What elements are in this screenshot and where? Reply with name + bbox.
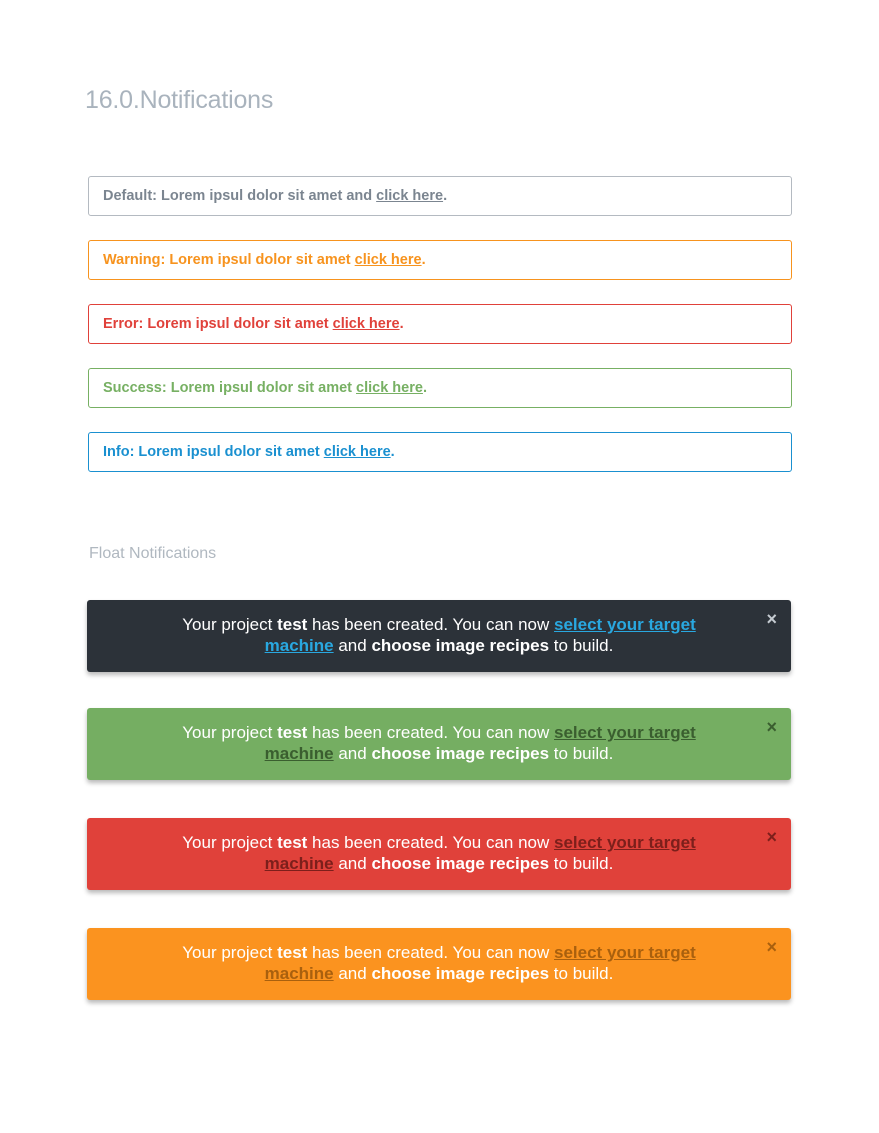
select-target-machine-link[interactable]: select your target machine [264, 943, 696, 983]
close-icon[interactable]: × [766, 827, 777, 847]
message-text: has been created. You can now [307, 943, 555, 962]
select-target-machine-link[interactable]: select your target machine [264, 615, 696, 655]
alert-link[interactable]: click here [323, 444, 391, 460]
alert-list [88, 176, 792, 496]
alert-label: Default [103, 188, 153, 204]
close-icon[interactable]: × [766, 609, 777, 629]
alert-text: : Lorem ipsul dolor sit amet and [152, 188, 377, 204]
alert-text: : Lorem ipsul dolor sit amet [138, 316, 333, 332]
message-text: Your project [182, 615, 278, 634]
message-text: and [333, 854, 372, 873]
alert-label: Info [103, 444, 130, 460]
float-notification-orange [87, 928, 791, 1000]
alert-link[interactable]: click here [376, 188, 444, 204]
message-text: to build. [549, 854, 614, 873]
alert-label: Warning [103, 252, 161, 268]
select-target-machine-link[interactable]: select your target machine [264, 833, 696, 873]
alert-text: : Lorem ipsul dolor sit amet [129, 444, 324, 460]
alert-text: : Lorem ipsul dolor sit amet [160, 252, 355, 268]
alert-label: Success [103, 380, 162, 396]
alert-link[interactable]: click here [354, 252, 422, 268]
message-text: to build. [549, 964, 614, 983]
message-text: Your project [182, 943, 278, 962]
message-text: and [333, 964, 372, 983]
choose-recipes-text: choose image recipes [371, 964, 550, 983]
float-notification-dark [87, 600, 791, 672]
message-text: to build. [549, 744, 614, 763]
message-text: Your project [182, 833, 278, 852]
alert-info [88, 432, 792, 472]
close-icon[interactable]: × [766, 717, 777, 737]
message-text: Your project [182, 723, 278, 742]
alert-text: : Lorem ipsul dolor sit amet [161, 380, 357, 396]
alert-end: . [390, 444, 395, 460]
alert-end: . [443, 188, 448, 204]
message-text: to build. [549, 636, 614, 655]
alert-success [88, 368, 792, 408]
alert-link[interactable]: click here [356, 380, 423, 396]
choose-recipes-text: choose image recipes [371, 744, 550, 763]
message-text: and [333, 744, 372, 763]
choose-recipes-text: choose image recipes [371, 636, 550, 655]
close-icon[interactable]: × [766, 937, 777, 957]
float-notification-list [87, 600, 791, 1000]
project-name: test [277, 615, 308, 634]
page-title: 16.0.Notifications [85, 86, 274, 114]
message-text: has been created. You can now [307, 833, 555, 852]
project-name: test [277, 833, 308, 852]
project-name: test [277, 943, 308, 962]
select-target-machine-link[interactable]: select your target machine [264, 723, 696, 763]
float-notification-red [87, 818, 791, 890]
alert-link[interactable]: click here [332, 316, 400, 332]
project-name: test [277, 723, 308, 742]
float-notification-green [87, 708, 791, 780]
alert-warning [88, 240, 792, 280]
choose-recipes-text: choose image recipes [371, 854, 550, 873]
message-text: has been created. You can now [307, 723, 555, 742]
alert-end: . [421, 252, 426, 268]
alert-error [88, 304, 792, 344]
alert-end: . [399, 316, 404, 332]
alert-end: . [422, 380, 427, 396]
section-title-float-notifications: Float Notifications [89, 545, 217, 562]
message-text: and [333, 636, 372, 655]
message-text: has been created. You can now [307, 615, 555, 634]
alert-label: Error [103, 316, 139, 332]
alert-default [88, 176, 792, 216]
